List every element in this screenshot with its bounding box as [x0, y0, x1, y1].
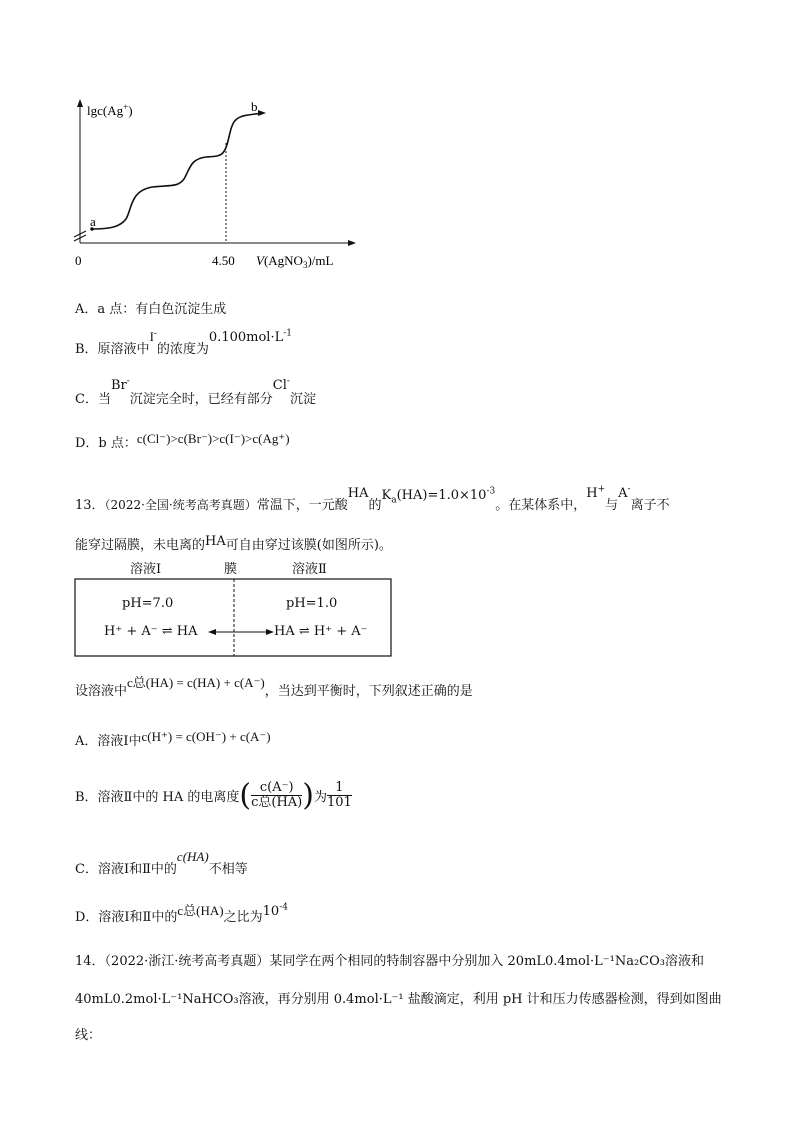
q13-stem-line1: 13．（2022·全国·统考高考真题）常温下，一元酸HA的$K_a(HA)=1.0\times 10^{-3}$。在某体系中，H+与A-离子不: [75, 484, 670, 513]
titration-chart: [60, 95, 360, 275]
q12-option-d: D．b 点：c(Cl⁻)>c(Br⁻)>c(I⁻)>c(Ag⁺): [75, 431, 290, 451]
chart-axes: [74, 99, 356, 246]
membrane-arrow-right-head: [266, 629, 274, 635]
q13-option-b: B．溶液Ⅱ中的 HA 的电离度( $\frac{c(A^-)}{\text{c总(HA)}}$ )为 $\frac{1}{101}$: [75, 778, 352, 813]
q13-definition: 设溶液中c总(HA) = c(HA) + c(A⁻)，当达到平衡时，下列叙述正确的是: [75, 675, 473, 699]
membrane-fig-sol2-label: 溶液Ⅱ: [292, 562, 327, 577]
membrane-fig-eq1: H⁺ + A⁻ ⇌ HA: [104, 624, 198, 639]
q12-option-a: A．a 点：有白色沉淀生成: [75, 302, 227, 317]
origin-label: 0: [75, 253, 82, 268]
q12-option-b: B．原溶液中I-的浓度为$0.100mol\cdot L^{-1}$: [75, 327, 292, 357]
membrane-fig-sol1-label: 溶液Ⅰ: [130, 562, 162, 577]
x-axis-label: V(AgNO$_3$)/mL: [256, 253, 334, 270]
curve-end-arrow: [258, 110, 266, 116]
membrane-fig-ph1: pH=7.0: [122, 596, 174, 611]
q14-line1: 14．（2022·浙江·统考高考真题）某同学在两个相同的特制容器中分别加入 20mL0.4mol·L⁻¹Na₂CO₃溶液和: [75, 954, 705, 969]
membrane-arrow-left-head: [208, 629, 216, 635]
membrane-fig-membrane-label: 膜: [224, 562, 238, 577]
membrane-fig-eq2: HA ⇌ H⁺ + A⁻: [274, 624, 368, 639]
q14-line2: 40mL0.2mol·L⁻¹NaHCO₃溶液，再分别用 0.4mol·L⁻¹ 盐酸滴定，利用 pH 计和压力传感器检测，得到如图曲: [75, 992, 722, 1007]
y-axis-arrow: [77, 99, 83, 107]
membrane-box: [75, 579, 391, 656]
q12-option-c: C．当Br-沉淀完全时，已经有部分Cl-沉淀: [75, 376, 316, 407]
y-axis-label: lgc(Ag+): [87, 102, 133, 118]
q13-option-c: C．溶液Ⅰ和Ⅱ中的c(HA)不相等: [75, 849, 248, 877]
ionization-fraction: $\frac{c(A^-)}{\text{c总(HA)}}$: [251, 780, 303, 810]
q13-stem-line2: 能穿过隔膜，未电离的HA可自由穿过该膜(如图所示)。: [75, 534, 392, 553]
titration-curve: [92, 113, 262, 229]
membrane-fig-ph2: pH=1.0: [286, 596, 338, 611]
ratio-fraction: $\frac{1}{101}$: [327, 780, 352, 810]
membrane-figure: [74, 578, 394, 658]
point-b-label: b: [251, 99, 258, 114]
q13-option-a: A．溶液Ⅰ中c(H⁺) = c(OH⁻) + c(A⁻): [75, 729, 271, 749]
q14-line3: 线：: [75, 1028, 102, 1043]
x-axis-arrow: [348, 240, 356, 246]
point-a-label: a: [90, 214, 96, 229]
q13-option-d: D．溶液Ⅰ和Ⅱ中的c总(HA)之比为$10^{-4}$: [75, 902, 288, 925]
x-tick-label: 4.50: [212, 253, 235, 268]
